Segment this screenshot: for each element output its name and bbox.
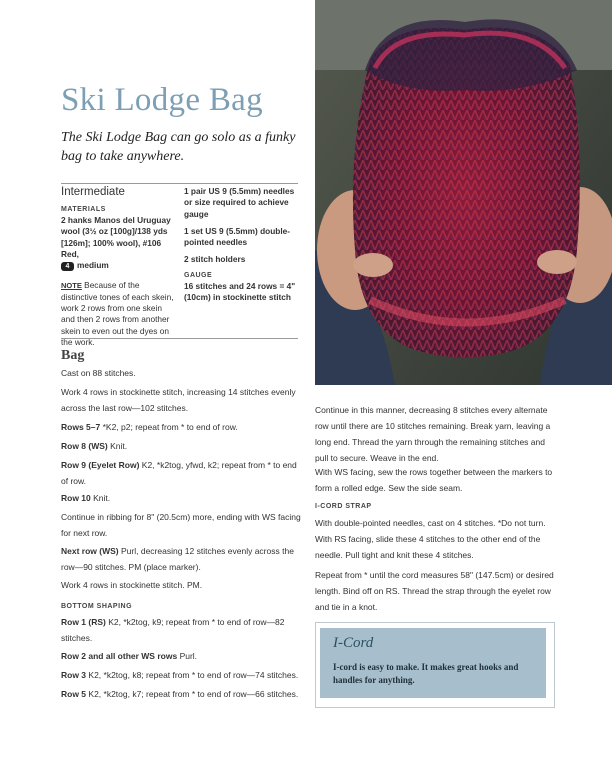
rows-5-7: Rows 5–7 *K2, p2; repeat from * to end of row. — [61, 422, 238, 432]
page-title: Ski Lodge Bag — [61, 82, 263, 118]
repeat-instructions: Repeat from * until the cord measures 58" (147.5cm) or desired length. Bind off on RS. Thread the strap through the eyelet row and tie in a knot. — [315, 570, 554, 612]
note-text: Because of the distinctive tones of each skein, work 2 rows from one skein and then 2 rows from another skein to even out the dyes on the work. — [61, 280, 174, 347]
materials-label: MATERIALS — [61, 206, 106, 213]
divider — [61, 183, 298, 184]
needles-2: 1 set US 9 (5.5mm) double-pointed needles — [184, 225, 291, 248]
yarn-weight-icon: 4 — [61, 262, 74, 271]
yarn-weight-text: medium — [77, 260, 109, 271]
note — [61, 280, 176, 348]
needles-1: 1 pair US 9 (5.5mm) needles or size required to achieve gauge — [184, 186, 295, 219]
continue-ribbing: Continue in ribbing for 8" (20.5cm) more, ending with WS facing for next row. — [61, 512, 301, 538]
continue-decreasing: Continue in this manner, decreasing 8 stitches every alternate row until there are 10 stitches remaining. Break yarn, leaving a long end. Thread the yarn through the remaining stitches and pull to secure. Weave in the end. — [315, 405, 551, 463]
intro-text: The Ski Lodge Bag can go solo as a funky bag to take anywhere. — [61, 130, 296, 164]
tip-box-text: I-cord is easy to make. It makes great hooks and handles for anything. — [333, 662, 519, 685]
stitch-holders: 2 stitch holders — [184, 254, 246, 265]
cast-on: Cast on 88 stitches. — [61, 368, 136, 378]
section-heading-bag: Bag — [61, 348, 85, 363]
tip-box-title: I-Cord — [333, 635, 374, 651]
note-label: NOTE — [61, 281, 82, 291]
gauge-text: 16 stitches and 24 rows = 4" (10cm) in stockinette stitch — [184, 280, 296, 303]
ws-facing: With WS facing, sew the rows together between the markers to form a rolled edge. Sew the side seam. — [315, 467, 553, 493]
subheading-bottom-shaping: BOTTOM SHAPING — [61, 603, 133, 610]
bag-photo — [315, 0, 612, 385]
bottom-row-1: Row 1 (RS) K2, *k2tog, k9; repeat from * to end of row—82 stitches. — [61, 617, 285, 643]
materials-text: 2 hanks Manos del Uruguay wool (3½ oz [100g]/138 yds [126m]; 100% wool), #106 Red, 4 medium — [61, 215, 171, 271]
bottom-row-5: Row 5 K2, *k2tog, k7; repeat from * to end of row—66 stitches. — [61, 689, 299, 699]
info-right — [184, 186, 302, 303]
gauge-label: GAUGE — [184, 271, 213, 279]
row-9: Row 9 (Eyelet Row) K2, *k2tog, yfwd, k2; repeat from * to end of row. — [61, 460, 297, 486]
bottom-row-2: Row 2 and all other WS rows Purl. — [61, 651, 198, 661]
next-row: Next row (WS) Purl, decreasing 12 stitches evenly across the row—90 stitches. PM (place marker). — [61, 546, 294, 572]
skill-level: Intermediate — [61, 186, 125, 198]
row-10: Row 10 Knit. — [61, 493, 111, 503]
bottom-row-3: Row 3 K2, *k2tog, k8; repeat from * to end of row—74 stitches. — [61, 670, 299, 680]
work-4-rows-pm: Work 4 rows in stockinette stitch. PM. — [61, 580, 203, 590]
subheading-icord-strap: I-CORD STRAP — [315, 503, 372, 510]
work-4-rows: Work 4 rows in stockinette stitch, increasing 14 stitches evenly across the last row—102 stitches. — [61, 387, 296, 413]
icord-instructions: With double-pointed needles, cast on 4 stitches. *Do not turn. With RS facing, slide these 4 stitches to the other end of the needle. Pull tight and knit these 4 stitches. — [315, 518, 546, 560]
info-left — [61, 186, 176, 348]
knitted-bag-image — [315, 0, 612, 385]
row-8: Row 8 (WS) Knit. — [61, 441, 128, 451]
